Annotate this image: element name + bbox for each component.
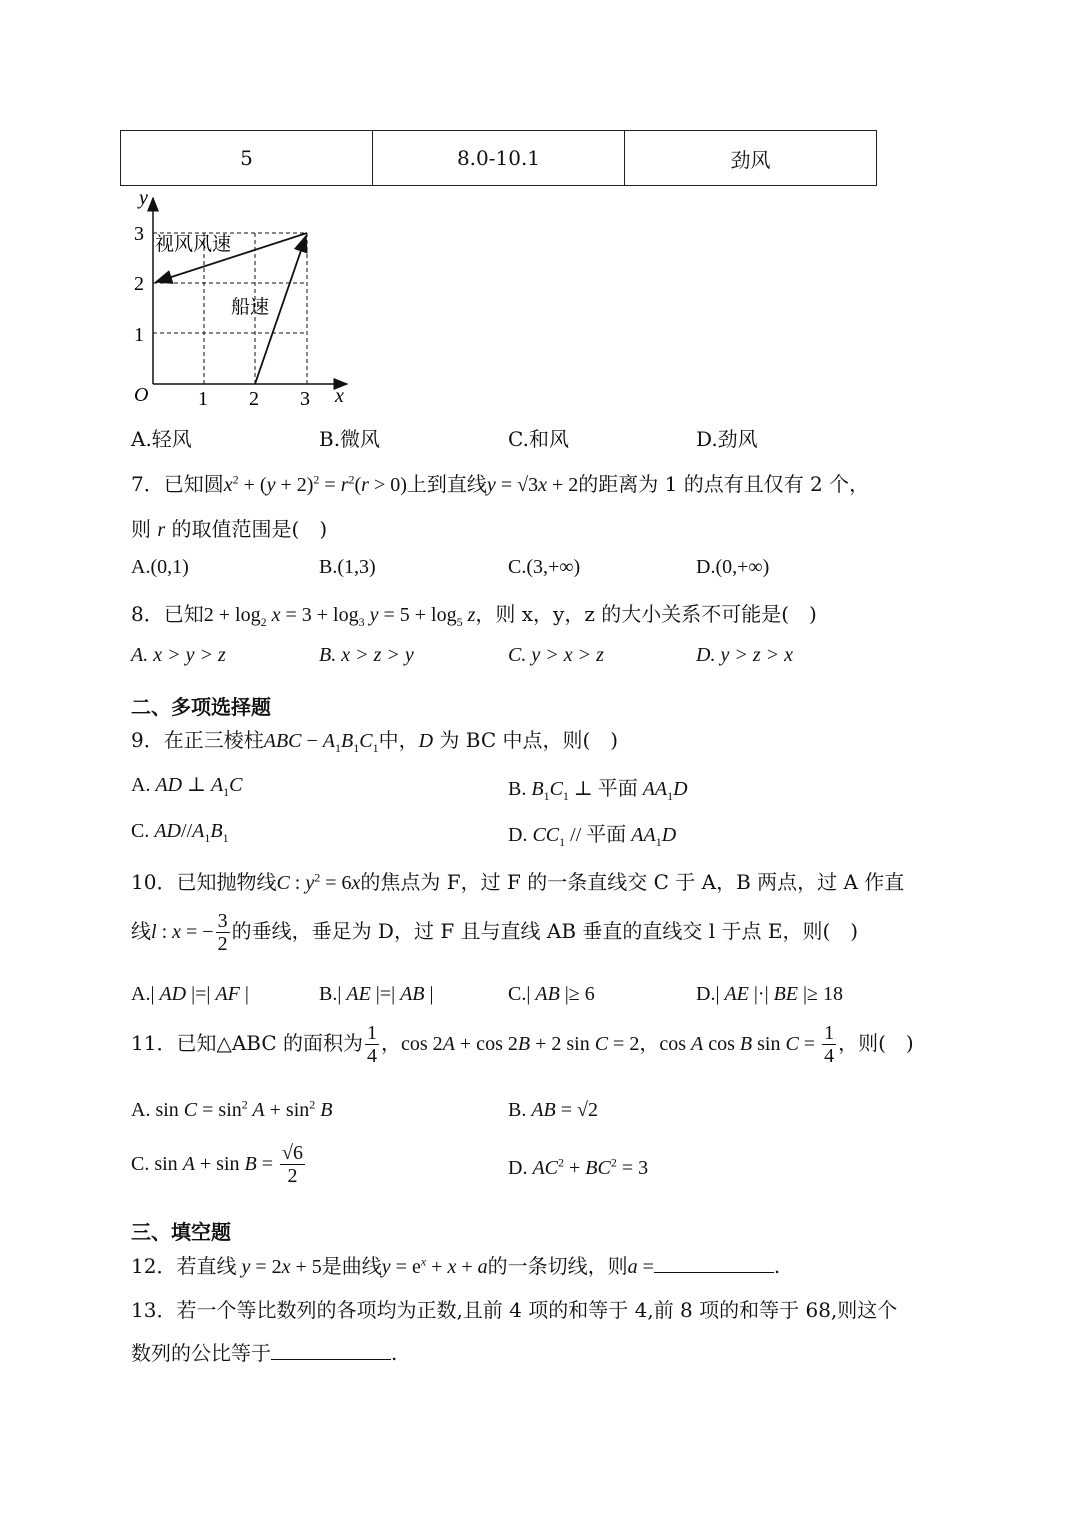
fraction-numerator: √6: [282, 1142, 304, 1164]
option-label: B.: [508, 1099, 532, 1121]
q12-text: 是曲线: [321, 1254, 382, 1278]
fraction-denominator: 4: [824, 1045, 835, 1067]
q13-text: 若一个等比数列的各项均为正数,且前 4 项的和等于 4,前 8 项的和等于 68,则这个: [176, 1298, 898, 1322]
origin-label: O: [134, 384, 149, 406]
option-value: (0,+∞): [715, 556, 770, 578]
q6-option-a: A.轻风: [131, 427, 192, 451]
q9-text: 在正三棱柱: [163, 728, 264, 752]
option-text: 平面: [586, 822, 627, 846]
question-number: 11．: [131, 1031, 177, 1055]
q8-text: ，则 x，y，z 的大小关系不可能是( ): [475, 602, 817, 626]
q7-option-d: [696, 556, 769, 579]
answer-blank[interactable]: [654, 1254, 774, 1273]
fraction: [280, 1142, 305, 1187]
q11-option-b: B. AB = √2: [508, 1099, 599, 1121]
question-number: 10．: [131, 870, 177, 894]
x-tick-label: 2: [249, 388, 259, 410]
q7-variable: r: [157, 519, 166, 541]
ship-speed-label: 船速: [231, 296, 270, 318]
q13-text: 数列的公比等于: [131, 1341, 271, 1365]
option-label: A.: [131, 1099, 156, 1121]
q11-text: ，: [639, 1031, 660, 1055]
q8-option-b: B. x > z > y: [319, 644, 414, 666]
q7-text: 的距离为 1 的点有且仅有 2 个，: [578, 472, 870, 496]
q11-option-a: A. $\sin C = \sin^2 A + \sin^2 B$: [131, 1097, 333, 1121]
option-label: C.: [131, 1153, 155, 1175]
q7-line1: 7．已知圆$x^2 + (y + 2)^2 = r^2(r > 0)$上到直线y = √3x + 2的距离为 1 的点有且仅有 2 个，: [131, 472, 870, 496]
fraction-denominator: 2: [287, 1165, 298, 1187]
q6-option-d: D.劲风: [696, 427, 758, 451]
q10-option-a: A.| AD |=| AF |: [131, 983, 249, 1005]
q11-text: 已知△ABC 的面积为: [176, 1031, 364, 1055]
question-number: 9．: [131, 728, 164, 752]
y-tick-label: 3: [134, 223, 144, 245]
q11-option-d: D. $AC^2 + BC^2 = 3$: [508, 1155, 649, 1179]
table-row: [121, 131, 877, 186]
option-label: B.: [508, 778, 532, 800]
q8-option-c: C. y > x > z: [508, 644, 604, 666]
y-axis-label: y: [139, 190, 148, 209]
q11-text: ，: [381, 1031, 402, 1055]
q7-text: 的取值范围是( ): [171, 517, 328, 541]
grid-lines: [153, 233, 307, 384]
q11-option-c: C. sin A + sin B = $\frac{√6}{2}$: [131, 1142, 304, 1187]
q10-line2: 线l : x = − $\frac{3}{2}$ 的垂线，垂足为 D，过 F 且与直线 AB 垂直的直线交 l 于点 E，则( ): [131, 910, 859, 955]
section-heading: 三、填空题: [131, 1220, 231, 1244]
fraction: [822, 1022, 836, 1067]
q10-text: 线: [131, 919, 151, 943]
q13-line2: [131, 1337, 397, 1366]
fraction-denominator: 4: [367, 1045, 378, 1067]
q7-option-c: [508, 556, 580, 579]
wind-table: [120, 130, 877, 186]
q9-option-b: B. $B_1C_1$ ⊥ 平面 $AA_1D$: [508, 776, 688, 803]
fraction: [216, 910, 230, 955]
q8-line1: 8．已知$2 + \log_2 x = 3 + \log_3 y = 5 + \log_5 z$，则 x，y，z 的大小关系不可能是( ): [131, 602, 817, 629]
option-label: C.: [508, 983, 527, 1005]
q7-line2: [131, 513, 327, 542]
q7-option-b: [319, 556, 376, 579]
q10-text: 已知抛物线: [176, 870, 277, 894]
option-label: D.: [696, 983, 716, 1005]
section-heading: 二、多项选择题: [131, 695, 271, 719]
q9-text: 为 BC 中点，则( ): [439, 728, 619, 752]
fraction-numerator: 1: [824, 1022, 835, 1044]
q7-text: 已知圆: [163, 472, 224, 496]
q10-option-c: C.| AB |≥ 6: [508, 983, 595, 1005]
option-label: B.: [319, 556, 338, 578]
q10-option-b: B.| AE |=| AB |: [319, 983, 434, 1005]
option-label: D.: [508, 1157, 533, 1179]
q7-option-a: [131, 556, 189, 579]
wind-level-cell: 5: [121, 131, 373, 186]
q10-option-d: D.| AE |·| BE |≥ 18: [696, 983, 843, 1005]
q6-option-b: B.微风: [319, 427, 381, 451]
q7-text: 上到直线: [406, 472, 487, 496]
x-tick-label: 3: [300, 388, 310, 410]
option-label: D.: [508, 824, 533, 846]
option-label: B.: [319, 983, 338, 1005]
q10-line1: 10．已知抛物线C : $y^2 = 6x$的焦点为 F，过 F 的一条直线交 C 于 A，B 两点，过 A 作直: [131, 870, 905, 894]
q13-line1: [131, 1294, 897, 1323]
option-label: A.: [131, 774, 156, 796]
q9-variable: D: [418, 730, 434, 752]
q13-text: .: [391, 1341, 398, 1365]
option-label: A.: [131, 983, 151, 1005]
q8-text: 已知: [163, 602, 204, 626]
option-value: (0,1): [150, 556, 189, 578]
y-tick-label: 1: [134, 324, 144, 346]
option-label: C.: [508, 556, 527, 578]
wind-speed-cell: 8.0-10.1: [373, 131, 625, 186]
q7-text: 则: [131, 517, 151, 541]
q12-text: .: [773, 1254, 781, 1278]
q11-line1: 11．已知△ABC 的面积为 $\frac{1}{4}$ ，cos 2A + cos 2B + 2 sin C = 2，cos A cos B sin C = $\frac{1}{4}$ ，则( ): [131, 1022, 914, 1067]
q9-option-a: A. AD ⊥ $A_1C$: [131, 774, 243, 799]
q10-text: 的焦点为 F，过 F 的一条直线交 C 于 A，B 两点，过 A 作直: [360, 870, 905, 894]
q9-option-c: C. $AD//A_1B_1$: [131, 820, 229, 845]
option-label: C.: [131, 820, 155, 842]
x-tick-label: 1: [198, 388, 208, 410]
question-number: 8．: [131, 602, 164, 626]
answer-blank[interactable]: [271, 1341, 391, 1360]
x-axis-label: x: [335, 385, 344, 407]
q9-line1: 9．在正三棱柱ABC − $A_1B_1C_1$中，D 为 BC 中点，则( ): [131, 728, 619, 755]
fraction: [365, 1022, 379, 1067]
option-value: (3,+∞): [526, 556, 581, 578]
fraction-numerator: 3: [217, 910, 228, 932]
q6-option-c: C.和风: [508, 427, 569, 451]
q12-text: 的一条切线，则: [487, 1254, 628, 1278]
option-label: D.: [696, 556, 716, 578]
q12-line1: 12．若直线 y = 2x + 5是曲线$y = e^x + x + a$的一条切线，则a = .: [131, 1254, 781, 1278]
question-number: 13．: [131, 1298, 177, 1322]
velocity-diagram: [125, 190, 365, 412]
option-value: (1,3): [337, 556, 376, 578]
fraction-numerator: 1: [367, 1022, 378, 1044]
option-label: A.: [131, 556, 151, 578]
y-tick-label: 2: [134, 273, 144, 295]
option-text: 平面: [597, 776, 638, 800]
q9-text: 中，: [378, 728, 419, 752]
q11-text: ，则( ): [838, 1031, 914, 1055]
q9-option-d: D. $CC_1$ // 平面 $AA_1D$: [508, 822, 677, 849]
q12-text: 若直线: [176, 1254, 237, 1278]
q8-option-d: D. y > z > x: [696, 644, 793, 666]
apparent-wind-label: 视风风速: [155, 233, 232, 255]
wind-name-cell: 劲风: [625, 131, 877, 186]
question-number: 7．: [131, 472, 164, 496]
fraction-denominator: 2: [217, 933, 228, 955]
question-number: 12．: [131, 1254, 177, 1278]
q10-text: 的垂线，垂足为 D，过 F 且与直线 AB 垂直的直线交 l 于点 E，则( ): [231, 919, 859, 943]
q8-option-a: A. x > y > z: [131, 644, 226, 666]
